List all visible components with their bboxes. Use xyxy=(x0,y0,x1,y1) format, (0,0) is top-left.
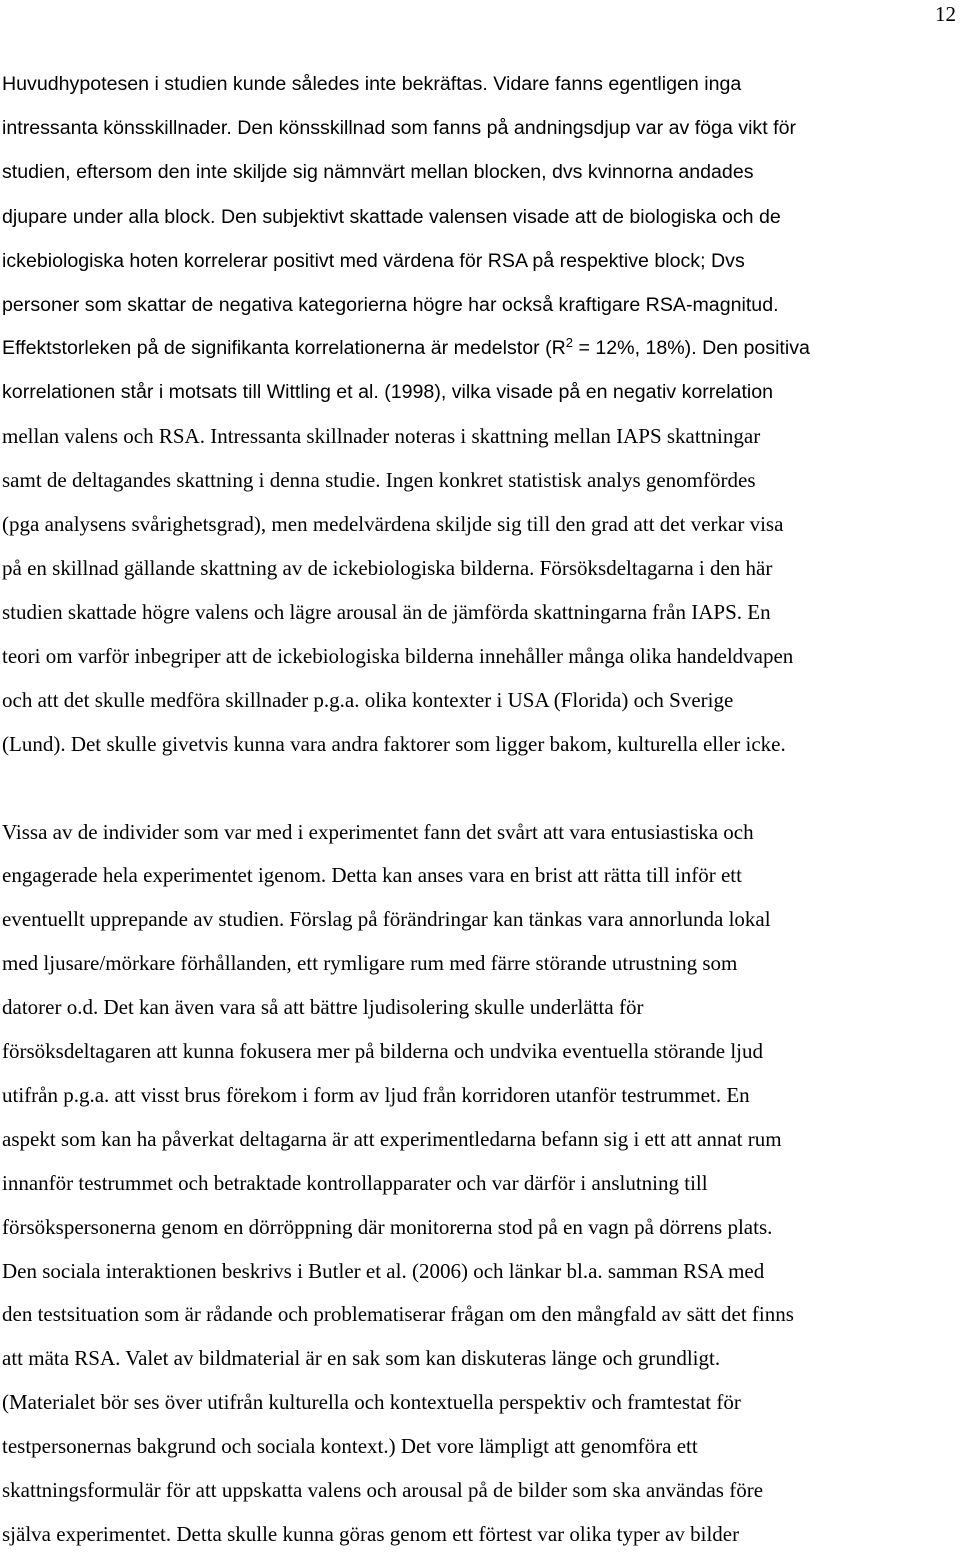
text-line xyxy=(2,195,960,240)
text-line: (pga analysens svårighetsgrad), men medelvärdena skiljde sig till den grad att det verkar visa xyxy=(2,512,784,537)
text-line: mellan valens och RSA. Intressanta skillnader noteras i skattning mellan IAPS skattningar xyxy=(2,424,761,449)
text-segment: Effektstorleken på de signifikanta korrelationerna är medelstor (R xyxy=(2,337,566,360)
text-line: (Materialet bör ses över utifrån kulturella och kontextuella perspektiv och framtestat för xyxy=(2,1390,741,1415)
text-line: utifrån p.g.a. att visst brus förekom i form av ljud från korridoren utanför testrummet. En xyxy=(2,1082,750,1107)
text-line: teori om varför inbegriper att de ickebiologiska bilderna innehåller många olika handeldvapen xyxy=(2,643,794,668)
text-line: studien, eftersom den inte skiljde sig nämnvärt mellan blocken, dvs kvinnorna andades xyxy=(2,160,754,183)
text-line: engagerade hela experimentet igenom. Detta kan anses vara en brist att rätta till inför ett xyxy=(2,863,742,888)
text-line: Den sociala interaktionen beskrivs i Butler et al. (2006) och länkar bl.a. samman RSA med xyxy=(2,1258,765,1283)
document-body xyxy=(2,63,960,1557)
text-line: datorer o.d. Det kan även vara så att bättre ljudisolering skulle underlätta för xyxy=(2,995,644,1020)
text-line: på en skillnad gällande skattning av de ickebiologiska bilderna. Försöksdeltagarna i den här xyxy=(2,555,773,580)
text-line: testpersonernas bakgrund och sociala kontext.) Det vore lämpligt att genomföra ett xyxy=(2,1434,698,1459)
text-line: den testsituation som är rådande och problematiserar frågan om den mångfald av sätt det finns xyxy=(2,1302,794,1327)
superscript: 2 xyxy=(565,335,574,351)
text-line: försökspersonerna genom en dörröppning där monitorerna stod på en vagn på dörrens plats. xyxy=(2,1214,773,1239)
text-line: eventuellt upprepande av studien. Förslag på förändringar kan tänkas vara annorlunda lokal xyxy=(2,907,771,932)
text-line xyxy=(2,327,960,371)
text-line: samt de deltagandes skattning i denna studie. Ingen konkret statistisk analys genomfördes xyxy=(2,468,756,493)
text-line: Vissa av de individer som var med i experimentet fann det svårt att vara entusiastiska och xyxy=(2,819,754,844)
text-line: med ljusare/mörkare förhållanden, ett rymligare rum med färre störande utrustning som xyxy=(2,951,738,976)
text-line: att mäta RSA. Valet av bildmaterial är en sak som kan diskuteras länge och grundligt. xyxy=(2,1346,721,1371)
text-line: försöksdeltagaren att kunna fokusera mer på bilderna och undvika eventuella störande ljud xyxy=(2,1039,763,1064)
text-segment: = 12%, 18%). Den positiva xyxy=(573,337,810,360)
text-segment: djupare under alla block. xyxy=(2,205,216,228)
text-line: personer som skattar de negativa kategorierna högre har också kraftigare RSA-magnitud. xyxy=(2,293,779,316)
text-line: ickebiologiska hoten korrelerar positivt med värdena för RSA på respektive block; Dvs xyxy=(2,249,745,272)
text-line: skattningsformulär för att uppskatta valens och arousal på de bilder som ska användas före xyxy=(2,1478,764,1503)
text-line: (Lund). Det skulle givetvis kunna vara andra faktorer som ligger bakom, kulturella eller icke. xyxy=(2,731,786,756)
text-line: korrelationen står i motsats till Wittling et al. (1998), vilka visade på en negativ korrelation xyxy=(2,381,774,404)
text-line: aspekt som kan ha påverkat deltagarna är att experimentledarna befann sig i ett att annat rum xyxy=(2,1126,782,1151)
text-line: Huvudhypotesen i studien kunde således inte bekräftas. Vidare fanns egentligen inga xyxy=(2,73,742,95)
text-line: intressanta könsskillnader. Den könsskillnad som fanns på andningsdjup var av föga vikt för xyxy=(2,116,796,139)
paragraph-limitations xyxy=(2,811,960,1557)
page-number: 12 xyxy=(935,2,956,26)
text-line: innanför testrummet och betraktade kontrollapparater och var därför i anslutning till xyxy=(2,1170,708,1195)
text-line: själva experimentet. Detta skulle kunna göras genom ett förtest var olika typer av bilder xyxy=(2,1522,740,1546)
paragraph-spacer xyxy=(2,767,960,811)
text-segment: Den subjektivt skattade valensen visade att de biologiska och de xyxy=(215,205,781,228)
text-line: studien skattade högre valens och lägre arousal än de jämförda skattningarna från IAPS. En xyxy=(2,599,771,624)
text-line: och att det skulle medföra skillnader p.g.a. olika kontexter i USA (Florida) och Sverige xyxy=(2,687,734,712)
paragraph-discussion-results xyxy=(2,63,960,767)
